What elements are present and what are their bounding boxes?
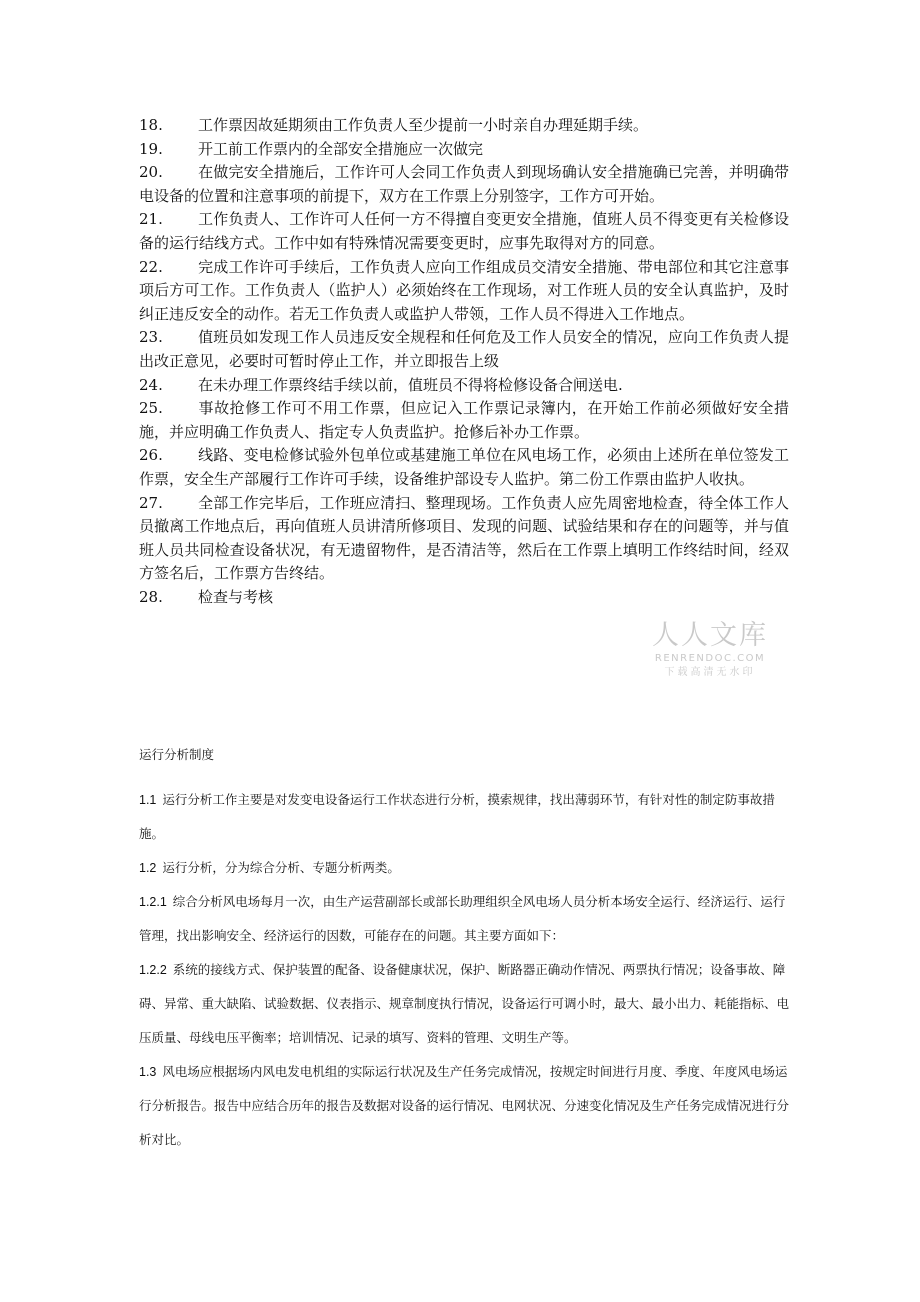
item-text: 事故抢修工作可不用工作票，但应记入工作票记录簿内，在开始工作前必须做好安全措施，并应明确工作负责人、指定专人负责监护。抢修后补办工作票。 [139,399,789,441]
item-text: 线路、变电检修试验外包单位或基建施工单位在风电场工作，必须由上述所在单位签发工作票，安全生产部履行工作许可手续，设备维护部设专人监护。第二份工作票由监护人收执。 [139,446,789,488]
watermark-site: RENRENDOC.COM [654,653,766,664]
list-item [139,586,789,610]
paragraph-text: 综合分析风电场每月一次，由生产运营副部长或部长助理组织全风电场人员分析本场安全运行、经济运行、运行管理，找出影响安全、经济运行的因数，可能存在的问题。其主要方面如下： [139,894,786,943]
list-item [139,208,789,255]
section-paragraph [139,1055,789,1157]
section-paragraph [139,953,789,1055]
paragraph-number: 1.2 [139,861,157,875]
paragraph-text: 运行分析，分为综合分析、专题分析两类。 [162,860,400,875]
item-text: 完成工作许可手续后，工作负责人应向工作组成员交清安全措施、带电部位和其它注意事项后方可工作。工作负责人（监护人）必须始终在工作现场，对工作班人员的安全认真监护，及时纠正违反安全的动作。若无工作负责人或监护人带领，工作人员不得进入工作地点。 [139,257,789,323]
paragraph-number: 1.3 [139,1065,157,1079]
item-text: 值班员如发现工作人员违反安全规程和任何危及工作人员安全的情况，应向工作负责人提出改正意见，必要时可暂时停止工作，并立即报告上级 [139,328,789,370]
paragraph-text: 系统的接线方式、保护装置的配备、设备健康状况，保护、断路器正确动作情况、两票执行情况；设备事故、障碍、异常、重大缺陷、试验数据、仪表指示、规章制度执行情况，设备运行可调小时，最大、最小出力、耗能指标、电压质量、母线电压平衡率；培训情况、记录的填写、资料的管理、文明生产等。 [139,962,790,1045]
list-item [139,492,789,586]
watermark-logo [646,620,774,680]
item-number: 18. [139,116,163,134]
list-item [139,114,789,138]
item-text: 在做完安全措施后，工作许可人会同工作负责人到现场确认安全措施确已完善，并明确带电设备的位置和注意事项的前提下，双方在工作票上分别签字，工作方可开始。 [139,163,789,205]
paragraph-number: 1.2.1 [139,895,167,909]
item-number: 28. [139,587,163,606]
item-number: 21. [139,210,163,229]
analysis-section [139,740,789,1157]
item-number: 25. [139,399,163,418]
list-item [139,256,789,327]
item-text: 工作票因故延期须由工作负责人至少提前一小时亲自办理延期手续。 [198,116,649,134]
item-number: 19. [139,139,163,158]
item-text: 在未办理工作票终结手续以前，值班员不得将检修设备合闸送电. [198,375,623,394]
item-number: 27. [139,493,163,512]
paragraph-number: 1.2.2 [139,963,167,977]
numbered-list [139,114,789,609]
item-number: 22. [139,257,163,276]
item-number: 26. [139,446,163,465]
section-title: 运行分析制度 [139,747,215,762]
section-paragraph [139,851,789,885]
item-text: 全部工作完毕后，工作班应清扫、整理现场。工作负责人应先周密地检查，待全体工作人员撤离工作地点后，再向值班人员讲清所修项目、发现的问题、试验结果和存在的问题等，并与值班人员共同检查设备状况，有无遗留物件，是否清洁等，然后在工作票上填明工作终结时间，经双方签名后，工作票方告终结。 [139,493,789,583]
paragraph-number: 1.1 [139,793,157,807]
section-paragraph [139,783,789,851]
paragraph-text: 风电场应根据场内风电发电机组的实际运行状况及生产任务完成情况，按规定时间进行月度、季度、年度风电场运行分析报告。报告中应结合历年的报告及数据对设备的运行情况、电网状况、分速变化情况及生产任务完成情况进行分析对比。 [139,1064,790,1147]
item-text: 检查与考核 [198,587,274,606]
list-item [139,397,789,444]
item-number: 20. [139,163,163,182]
list-item [139,326,789,373]
section-paragraph [139,885,789,953]
paragraph-text: 运行分析工作主要是对发变电设备运行工作状态进行分析，摸索规律，找出薄弱环节，有针对性的制定防事故措施。 [139,792,775,841]
list-item [139,161,789,208]
item-number: 24. [139,375,163,394]
list-item [139,374,789,398]
list-item [139,444,789,491]
watermark-title: 人人文库 [652,620,768,651]
item-text: 工作负责人、工作许可人任何一方不得擅自变更安全措施，值班人员不得变更有关检修设备的运行结线方式。工作中如有特殊情况需要变更时，应事先取得对方的同意。 [139,210,789,252]
item-number: 23. [139,328,163,347]
watermark-note: 下载高清无水印 [664,667,756,678]
list-item [139,138,789,162]
item-text: 开工前工作票内的全部安全措施应一次做完 [198,139,484,158]
